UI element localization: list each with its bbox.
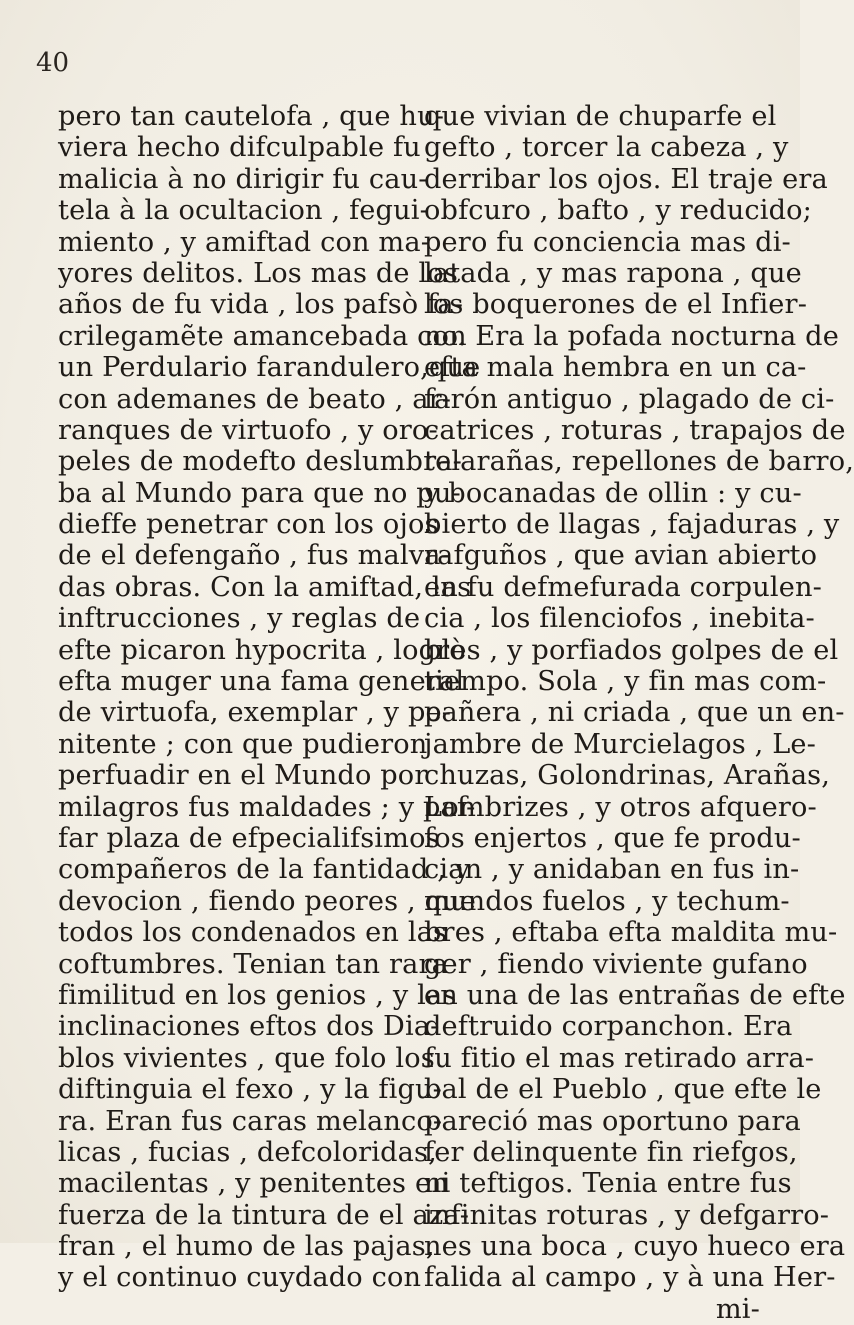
text-line: en fu defmefurada corpulen-: [424, 571, 822, 603]
right-text-column: [424, 101, 854, 1325]
text-line: pañera , ni criada , que un en-: [424, 697, 845, 729]
text-line: con ademanes de beato , ar-: [58, 383, 452, 415]
page-number: 40: [36, 48, 70, 78]
text-line: efta muger una fama general: [58, 666, 465, 698]
text-line: obfcuro , bafto , y reducido;: [424, 195, 812, 227]
text-line: farón antiguo , plagado de ci-: [424, 383, 835, 415]
text-line: inclinaciones eftos dos Dia-: [58, 1011, 440, 1043]
text-line: tela à la ocultacion , fegui-: [58, 195, 429, 227]
text-line: todos los condenados en las: [58, 917, 448, 949]
text-line: rafguños , que avian abierto: [424, 540, 818, 572]
text-line: viera hecho difculpable fu: [58, 132, 421, 164]
text-line: tiempo. Sola , y fin mas com-: [424, 666, 827, 698]
text-line: que vivian de chuparfe el: [424, 101, 777, 132]
text-line: pero tan cautelofa , que hu-: [58, 101, 445, 132]
text-line: cia , los filenciofos , inebita-: [424, 603, 815, 635]
text-line: años de fu vida , los pafsò fa-: [58, 289, 464, 321]
text-line: bal de el Pueblo , que efte le: [424, 1074, 822, 1106]
text-line: peles de modefto deslumbra-: [58, 446, 462, 478]
text-line: dieffe penetrar con los ojos: [58, 509, 439, 541]
text-line: blos vivientes , que folo los: [58, 1042, 435, 1074]
text-line: macilentas , y penitentes en: [58, 1168, 449, 1200]
text-line: fuerza de la tintura de el aza-: [58, 1199, 470, 1231]
text-line: ra. Eran fus caras melanco-: [58, 1105, 443, 1137]
text-line: bles , y porfiados golpes de el: [424, 634, 839, 666]
text-line: fer delinquente fin riefgos,: [424, 1136, 798, 1168]
text-line: y bocanadas de ollin : y cu-: [424, 477, 802, 509]
text-line: y el continuo cuydado con: [58, 1262, 422, 1294]
text-line: devocion , fiendo peores , que: [58, 885, 477, 917]
text-line: bres , eftaba efta maldita mu-: [424, 917, 838, 949]
text-line: milagros fus maldades ; y paf-: [58, 791, 476, 823]
text-line: falida al campo , y à una Her-: [424, 1262, 836, 1294]
text-line: telarañas, repellones de barro,: [424, 446, 854, 478]
text-line: ba al Mundo para que no pu-: [58, 477, 461, 509]
text-line: far plaza de efpecialifsimos: [58, 822, 440, 854]
text-line: cian , y anidaban en fus in-: [424, 854, 800, 886]
text-line: ni teftigos. Tenia entre fus: [424, 1168, 792, 1200]
text-line: mundos fuelos , y techum-: [424, 885, 790, 917]
text-line: diftinguia el fexo , y la figu-: [58, 1074, 443, 1106]
text-line: pareció mas oportuno para: [424, 1105, 801, 1137]
text-line: coftumbres. Tenian tan rara: [58, 948, 449, 980]
catchword: mi-: [715, 1293, 760, 1325]
text-line: perfuadir en el Mundo por: [58, 760, 428, 792]
text-line: en una de las entrañas de efte: [424, 979, 846, 1011]
text-line: infinitas roturas , y defgarro-: [424, 1199, 830, 1231]
text-line: compañeros de la fantidad , y: [58, 854, 471, 886]
text-line: chuzas, Golondrinas, Arañas,: [424, 760, 831, 792]
text-line: un Perdulario farandulero,que: [58, 352, 481, 384]
text-line: deftruido corpanchon. Era: [424, 1011, 793, 1043]
text-line: inftrucciones , y reglas de: [58, 603, 421, 635]
text-line: no. Era la pofada nocturna de: [424, 320, 839, 352]
text-line: gefto , torcer la cabeza , y: [424, 132, 789, 164]
text-line: crilegamẽte amancebada con: [58, 320, 467, 352]
text-line: ger , fiendo viviente gufano: [424, 948, 808, 980]
text-line: efta mala hembra en un ca-: [424, 352, 807, 384]
text-line: fu fitio el mas retirado arra-: [424, 1042, 815, 1074]
text-line: das obras. Con la amiftad, las: [58, 571, 472, 603]
text-line: derribar los ojos. El traje era: [424, 163, 828, 195]
text-line: pero fu conciencia mas di-: [424, 226, 791, 258]
text-line: nitente ; con que pudieron: [58, 728, 428, 760]
text-line: nes una boca , cuyo hueco era: [424, 1231, 846, 1263]
text-line: bierto de llagas , fajaduras , y: [424, 509, 840, 541]
text-line: miento , y amiftad con ma-: [58, 226, 431, 258]
text-line: catrices , roturas , trapajos de: [424, 414, 846, 446]
text-line: jambre de Murcielagos , Le-: [424, 728, 816, 760]
text-line: malicia à no dirigir fu cau-: [58, 163, 428, 195]
text-line: licas , fucias , defcoloridas,: [58, 1136, 437, 1168]
text-line: fran , el humo de las pajas,: [58, 1231, 435, 1263]
text-line: ranques de virtuofo , y oro-: [58, 414, 438, 446]
text-line: yores delitos. Los mas de los: [58, 257, 458, 289]
text-line: de el defengaño , fus malva-: [58, 540, 450, 572]
text-line: efte picaron hypocrita , logrò: [58, 634, 466, 666]
left-text-column: [58, 101, 481, 1294]
text-line: los boquerones de el Infier-: [424, 289, 808, 321]
text-line: fimilitud en los genios , y las: [58, 979, 457, 1011]
text-line: fos enjertos , que fe produ-: [424, 822, 801, 854]
text-line: Lombrizes , y otros afquero-: [424, 791, 817, 823]
text-line: de virtuofa, exemplar , y pe-: [58, 697, 452, 729]
text-line: latada , y mas rapona , que: [424, 257, 802, 289]
